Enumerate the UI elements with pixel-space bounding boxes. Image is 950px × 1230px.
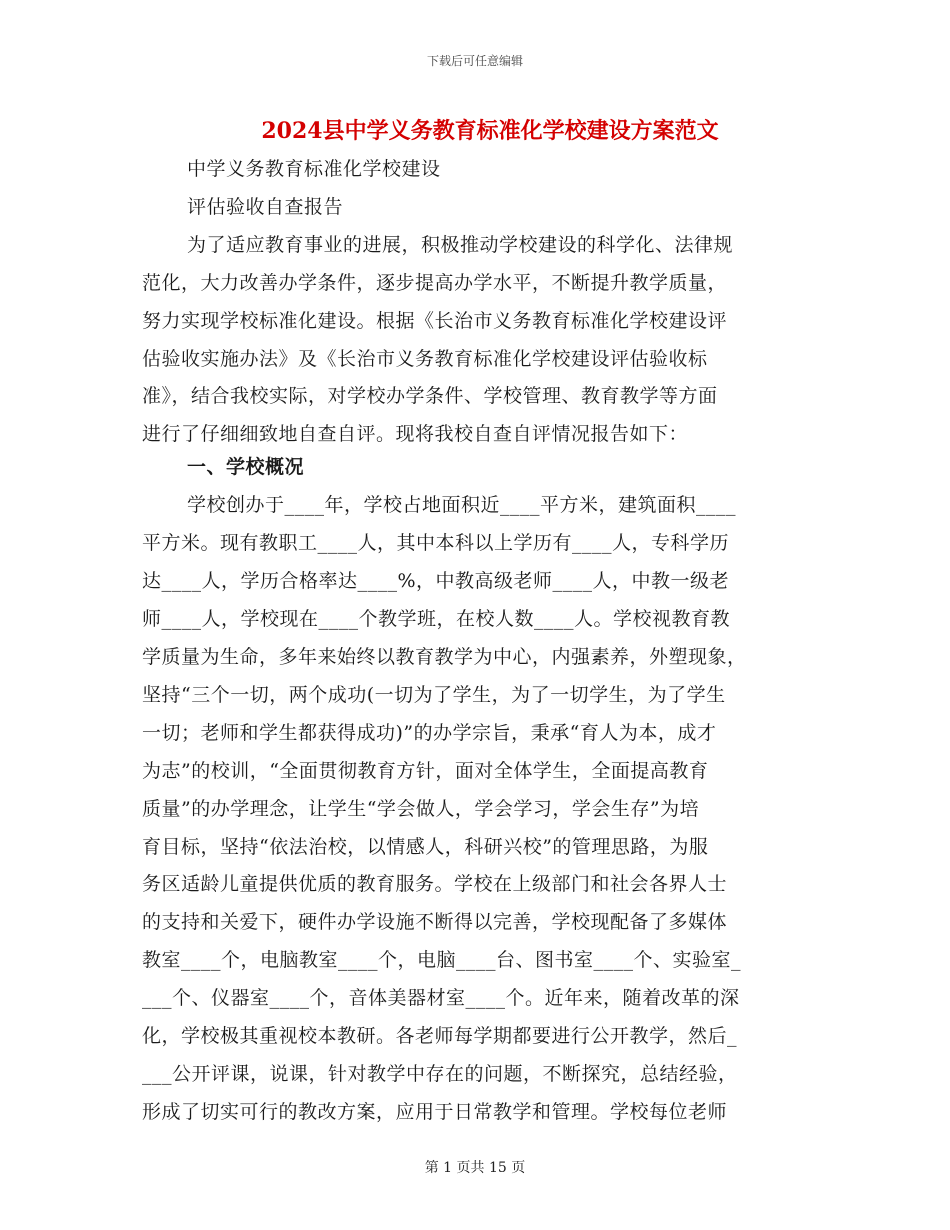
paragraph-line: 育目标，坚持“依法治校，以情感人，科研兴校”的管理思路，为服	[142, 836, 709, 858]
paragraph-line: 估验收实施办法》及《长治市义务教育标准化学校建设评估验收标	[142, 348, 708, 370]
paragraph-line: 努力实现学校标准化建设。根据《长治市义务教育标准化学校建设评	[142, 310, 728, 332]
paragraph-line: 化，学校极其重视校本教研。各老师每学期都要进行公开教学，然后_	[142, 1025, 738, 1047]
paragraph-line: 学质量为生命，多年来始终以教育教学为中心，内强素养，外塑现象，	[142, 646, 747, 668]
paragraph-line: 范化，大力改善办学条件，逐步提高办学水平，不断提升教学质量，	[142, 272, 728, 294]
paragraph-line: 师____人，学校现在____个教学班，在校人数____人。学校视教育教	[142, 608, 731, 630]
document-title: 2024县中学义务教育标准化学校建设方案范文	[261, 118, 719, 144]
paragraph-line: 达____人，学历合格率达____%，中教高级老师____人，中教一级老	[142, 570, 730, 592]
paragraph-line: 准》，结合我校实际，对学校办学条件、学校管理、教育教学等方面	[142, 385, 718, 407]
paragraph-line: 平方米。现有教职工____人，其中本科以上学历有____人，专科学历	[142, 532, 730, 554]
subtitle-line: 评估验收自查报告	[187, 196, 344, 218]
paragraph-line: ___个、仪器室____个，音体美器材室____个。近年来，随着改革的深	[142, 987, 740, 1009]
paragraph-line: 为了适应教育事业的进展，积极推动学校建设的科学化、法律规	[187, 234, 734, 256]
page-header-note: 下载后可任意编辑	[426, 54, 523, 68]
section-heading: 一、学校概况	[187, 456, 305, 478]
paragraph-line: 进行了仔细细致地自查自评。现将我校自查自评情况报告如下：	[142, 423, 689, 445]
paragraph-line: 务区适龄儿童提供优质的教育服务。学校在上级部门和社会各界人士	[142, 873, 728, 895]
paragraph-line: 学校创办于____年，学校占地面积近____平方米，建筑面积____	[187, 494, 737, 516]
paragraph-line: 一切；老师和学生都获得成功)”的办学宗旨，秉承“育人为本，成才	[142, 722, 717, 744]
paragraph-line: 坚持“三个一切，两个成功(一切为了学生，为了一切学生，为了学生	[142, 684, 726, 706]
paragraph-line: 质量”的办学理念，让学生“学会做人，学会学习，学会生存”为培	[142, 798, 700, 820]
page-number: 第 1 页共 15 页	[424, 1160, 526, 1176]
paragraph-line: ___公开评课，说课，针对教学中存在的问题，不断探究，总结经验，	[142, 1063, 738, 1085]
paragraph-line: 教室____个，电脑教室____个，电脑____台、图书室____个、实验室_	[142, 949, 742, 971]
paragraph-line: 形成了切实可行的教改方案，应用于日常教学和管理。学校每位老师	[142, 1101, 728, 1123]
subtitle-line: 中学义务教育标准化学校建设	[187, 158, 441, 180]
paragraph-line: 的支持和关爱下，硬件办学设施不断得以完善，学校现配备了多媒体	[142, 911, 728, 933]
paragraph-line: 为志”的校训，“全面贯彻教育方针，面对全体学生，全面提高教育	[142, 760, 709, 782]
